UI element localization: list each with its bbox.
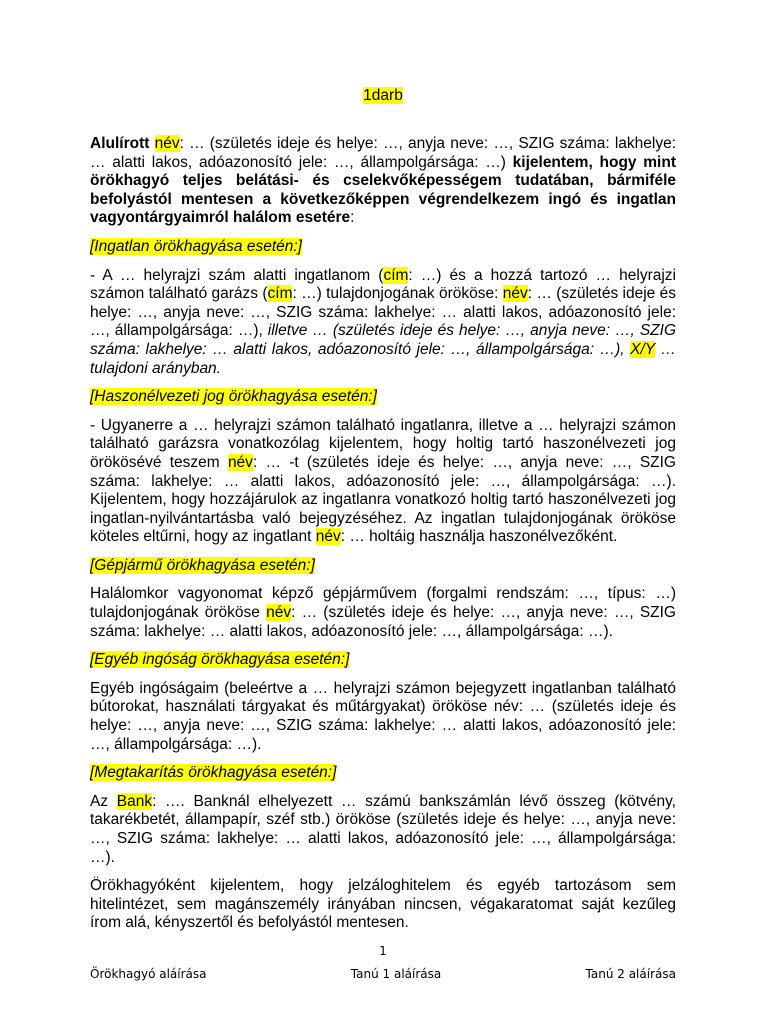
section-heading-gepjarmu: [Gépjármű örökhagyása esetén:] — [90, 556, 315, 574]
name-placeholder: név — [227, 453, 253, 471]
section-heading-megtakaritas: [Megtakarítás örökhagyása esetén:] — [90, 764, 337, 782]
name-placeholder: név — [266, 604, 292, 622]
intro-declaration: kijelentem, hogy mint örökhagyó teljes belátási- és cselekvőképességem tudatában, bármiféle befolyástól mentesen a következőképpen végrendelkezem ingó és ingatlan vagyontárgyaimról halálom esetére — [90, 153, 676, 227]
name-placeholder: név — [502, 285, 528, 303]
section-haszonelvezet-paragraph: - Ugyanerre a … helyrajzi számon található ingatlanra, illetve a … helyrajzi számon található garázsra vonatkozólag kijelentem, hogy holtig tartó haszonélvezeti jog örökösévé teszem név: … -t (születés ideje és helye: …, anyja neve: …, SZIG száma: lakhelye: … alatti lakos, adóazonosító jele: …, állampolgársága: …). Kijelentem, hogy hozzájárulok az ingatlanra vonatkozó holtig tartó haszonélvezeti jog ingatlan-nyilvántartásba való bejegyzéséhez. Az ingatlan tulajdonjogának örököse köteles eltűrni, hogy az ingatlant név: … holtáig használja haszonélvezőként. — [90, 416, 676, 546]
address-placeholder: cím — [267, 285, 293, 303]
closing-paragraph: Örökhagyóként kijelentem, hogy jelzáloghitelem és egyéb tartozásom sem hitelintézet, sem magánszemély irányában nincsen, végakaratomat saját kezűleg írom alá, kényszertől és befolyástól mentesen. — [90, 877, 676, 932]
bank-placeholder: Bank — [116, 792, 153, 810]
document-title — [90, 87, 676, 106]
intro-end: : — [350, 209, 355, 227]
signature-testator: Örökhagyó aláírása — [90, 967, 207, 981]
document-body — [90, 135, 676, 943]
alternative-heir-text: illetve … (születés ideje és helye: …, anyja neve: …, SZIG száma: lakhelye: … alatti lakos, adóazonosító jele: …, állampolgársága: …), — [90, 322, 676, 358]
intro-paragraph — [90, 135, 676, 228]
address-placeholder: cím — [383, 266, 409, 284]
section-heading-ingatlan: [Ingatlan örökhagyása esetén:] — [90, 237, 302, 255]
intro-text: : … (születés ideje és helye: …, anyja neve: …, SZIG száma: lakhelye: … alatti lakos, adóazonosító jele: …, állampolgársága: …) — [90, 135, 676, 171]
section-megtakaritas-paragraph: Az Bank: …. Banknál elhelyezett … számú bankszámlán lévő összeg (kötvény, takarékbetét, állampapír, széf stb.) örököse (születés ideje és helye: …, anyja neve: …, SZIG száma: lakhelye: … alatti lakos, adóazonosító jele: …, állampolgársága: …). — [90, 792, 676, 866]
signature-row — [90, 967, 676, 981]
page-footer — [90, 944, 676, 981]
section-ingatlan-paragraph: - A … helyrajzi szám alatti ingatlanom (cím: …) és a hozzá tartozó … helyrajzi számon található garázs (cím: …) tulajdonjogának örököse: név: … (születés ideje és helye: …, anyja neve: …, SZIG száma: lakhelye: … alatti lakos, adóazonosító jele: …, állampolgársága: …), illetve … (születés ideje és helye: …, anyja neve: …, SZIG száma: lakhelye: … alatti lakos, adóazonosító jele: …, állampolgársága: …), X/Y … tulajdoni arányban. — [90, 266, 676, 377]
name-placeholder: név — [154, 135, 180, 152]
ratio-placeholder: X/Y — [630, 340, 655, 358]
signature-witness-1: Tanú 1 aláírása — [350, 967, 442, 981]
section-ingosag-paragraph: Egyéb ingóságaim (beleértve a … helyrajzi számon bejegyzett ingatlanban található bútorokat, használati tárgyakat és műtárgyakat) örököse név: … (születés ideje és helye: …, anyja neve: …, SZIG száma: lakhelye: … alatti lakos, adóazonosító jele: …, állampolgársága: …). — [90, 679, 676, 753]
intro-lead: Alulírott — [90, 135, 155, 152]
name-placeholder: név — [315, 528, 341, 546]
page-number: 1 — [379, 944, 387, 958]
section-heading-ingosag: [Egyéb ingóság örökhagyása esetén:] — [90, 651, 350, 669]
section-gepjarmu-paragraph: Halálomkor vagyonomat képző gépjárművem (forgalmi rendszám: …, típus: …) tulajdonjogának örököse név: … (születés ideje és helye: …, anyja neve: …, SZIG száma: lakhelye: … alatti lakos, adóazonosító jele: …, állampolgársága: …). — [90, 585, 676, 640]
section-heading-haszonelvezet: [Haszonélvezeti jog örökhagyása esetén:] — [90, 388, 377, 406]
title-text: 1darb — [363, 87, 403, 104]
signature-witness-2: Tanú 2 aláírása — [585, 967, 676, 981]
